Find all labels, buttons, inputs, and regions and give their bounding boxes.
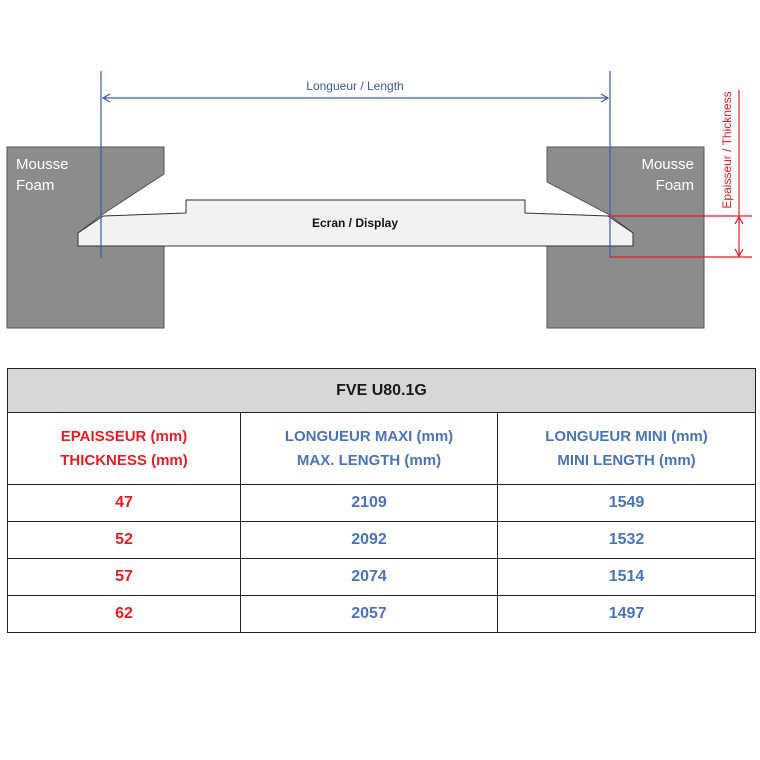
header-min-length [498,413,756,485]
cell-thickness: 62 [8,596,241,633]
cell-max-length: 2057 [241,596,498,633]
table-title-row [8,369,756,413]
thickness-label: Epaisseur / Thickness [720,91,734,209]
cell-max-length: 2074 [241,559,498,596]
foam-label-right-line2: Foam [655,177,694,194]
cell-thickness: 47 [8,485,241,522]
table-row [8,596,756,633]
length-label: Longueur / Length [306,79,404,93]
header-thickness-en: THICKNESS (mm) [60,451,188,469]
table-row [8,559,756,596]
cell-min-length: 1549 [498,485,756,522]
display-label: Ecran / Display [311,216,399,230]
cell-thickness: 57 [8,559,241,596]
foam-label-left-line1: Mousse [16,156,69,173]
foam-label-left-line2: Foam [16,177,55,194]
cell-thickness: 52 [8,522,241,559]
table-title: FVE U80.1G [8,369,756,413]
header-max-length-en: MAX. LENGTH (mm) [296,451,442,469]
header-max-length [241,413,498,485]
spec-table [7,368,756,633]
cell-min-length: 1497 [498,596,756,633]
foam-mounting-diagram [0,0,760,340]
table-header-row [8,413,756,485]
foam-label-right-line1: Mousse [641,156,694,173]
table-row [8,485,756,522]
header-max-length-fr: LONGUEUR MAXI (mm) [284,427,454,445]
table-row [8,522,756,559]
cell-min-length: 1532 [498,522,756,559]
header-min-length-fr: LONGUEUR MINI (mm) [545,427,708,445]
cell-max-length: 2109 [241,485,498,522]
header-thickness-fr: EPAISSEUR (mm) [60,427,188,445]
header-thickness [8,413,241,485]
cell-max-length: 2092 [241,522,498,559]
cell-min-length: 1514 [498,559,756,596]
header-min-length-en: MINI LENGTH (mm) [557,451,696,469]
